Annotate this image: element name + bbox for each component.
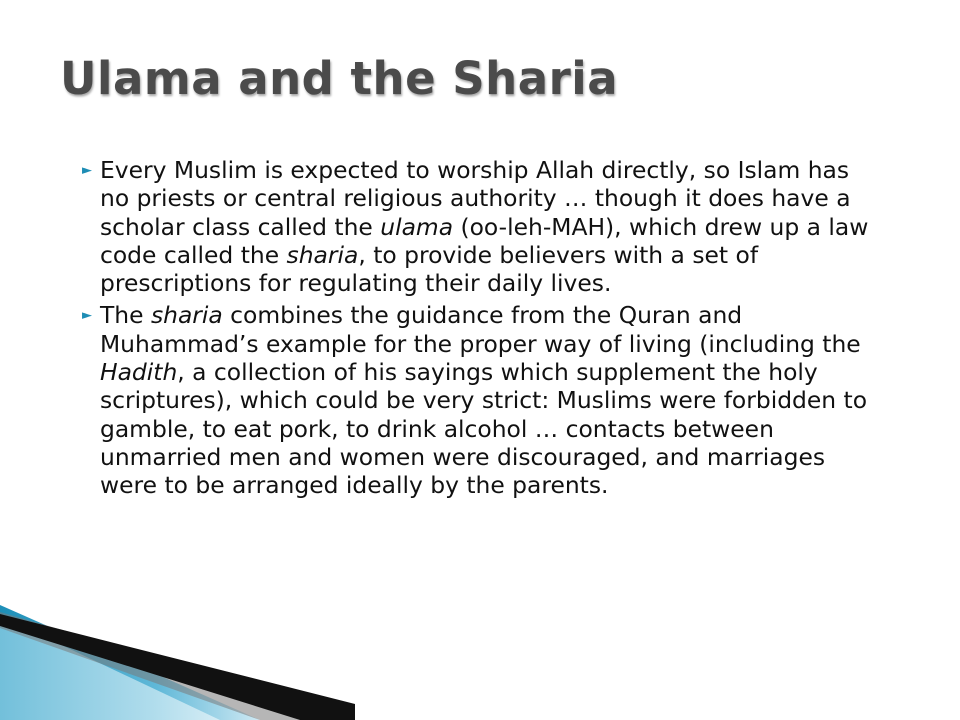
bullet-term-ulama: ulama bbox=[380, 212, 454, 241]
bullet-list bbox=[82, 156, 882, 504]
bullet-text-segment: , to provide believers with a set of prescriptions for regulating their daily lives. bbox=[100, 240, 759, 298]
bullet-term-hadith: Hadith bbox=[100, 358, 178, 387]
bullet-text bbox=[100, 301, 867, 499]
triangle-bullet-icon: ► bbox=[82, 308, 92, 324]
bullet-text bbox=[100, 156, 868, 297]
bullet-item bbox=[82, 301, 882, 499]
bullet-term-sharia: sharia bbox=[150, 301, 223, 330]
bullet-text-segment: Every Muslim is expected to worship Allah directly, so Islam has no priests or central religious authority … though it does have a scholar class called the bbox=[100, 156, 851, 241]
bullet-text-segment: , a collection of his sayings which supplement the holy scriptures), which could be very strict: Muslims were forbidden to gamble, to eat pork, to drink alcohol … contacts between unmarried men and women were discouraged, and marriages were to be arranged ideally by the parents. bbox=[100, 358, 868, 500]
slide-title: Ulama and the Sharia bbox=[60, 52, 619, 105]
bullet-text-segment: combines the guidance from the Quran and Muhammad’s example for the proper way of living (including the bbox=[100, 301, 861, 358]
triangle-bullet-icon: ► bbox=[82, 163, 92, 178]
bullet-text-segment: (oo-leh-MAH), which drew up a law code called the bbox=[100, 212, 869, 269]
bullet-item bbox=[82, 156, 882, 297]
slide-decoration bbox=[0, 590, 420, 720]
bullet-term-sharia: sharia bbox=[286, 240, 359, 269]
bullet-text-segment: The bbox=[100, 301, 151, 330]
